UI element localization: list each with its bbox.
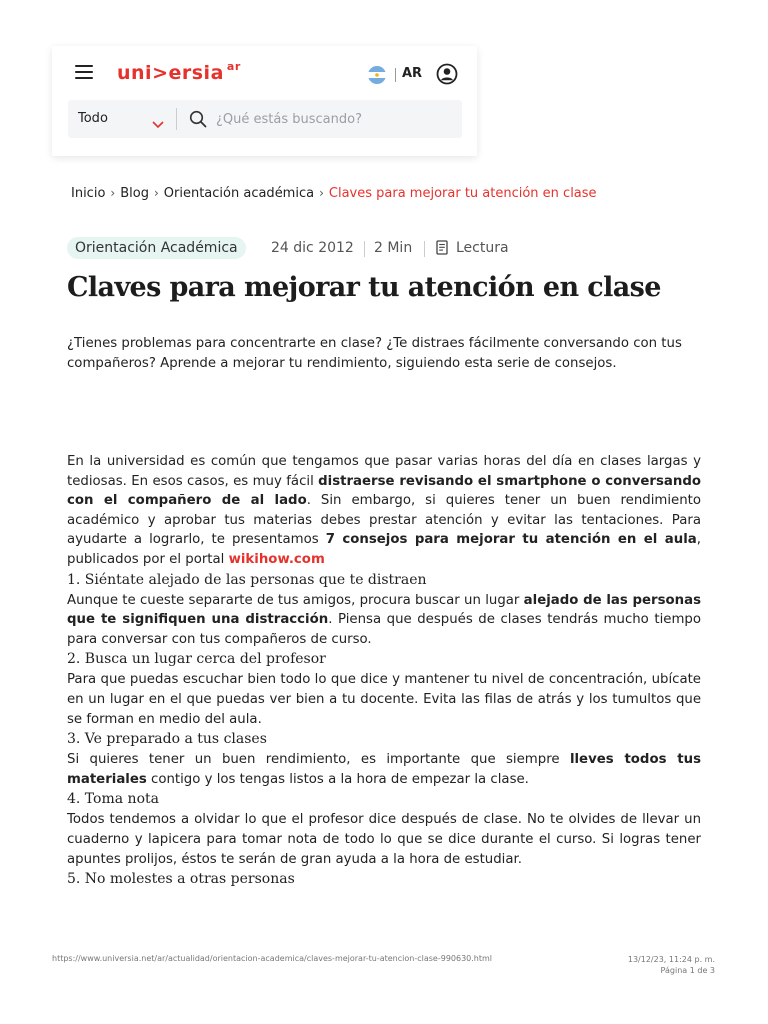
paragraph-2 xyxy=(67,591,701,650)
site-header xyxy=(52,46,477,156)
argentina-flag-icon[interactable] xyxy=(368,66,386,84)
paragraph-4 xyxy=(67,750,701,789)
p1-text-1: En la universidad es común que tengamos que pasar varias horas del día en clases largas y tediosas. En esos casos, es muy fácil xyxy=(67,454,701,489)
breadcrumb-chevron-icon: › xyxy=(319,186,324,200)
publish-date: 24 dic 2012 xyxy=(271,240,354,256)
p4-text-1: Si quieres tener un buen rendimiento, es importante que siempre xyxy=(67,752,570,768)
p2-text-1: Aunque te cueste separarte de tus amigos, procura buscar un lugar xyxy=(67,592,524,608)
search-input[interactable] xyxy=(216,108,451,130)
header-divider xyxy=(395,68,396,82)
p1-text-2: . Sin embargo, si quieres tener un buen rendimiento académico y aprobar tus materias debes prestar atención y evitar las tentaciones. Para ayudarte a lograrlo, te presentamos xyxy=(67,493,701,548)
breadcrumb-chevron-icon: › xyxy=(110,186,116,200)
breadcrumb-orientacion[interactable]: Orientación académica xyxy=(163,186,315,201)
document-icon xyxy=(436,240,448,255)
breadcrumb-inicio[interactable]: Inicio xyxy=(71,186,106,201)
read-time: 2 Min xyxy=(374,240,413,256)
search-bar xyxy=(68,100,462,138)
hamburger-menu-icon[interactable] xyxy=(75,65,93,79)
article-body xyxy=(67,452,701,890)
print-footer-url: https://www.universia.net/ar/actualidad/orientacion-academica/claves-mejorar-tu-atencion-clase-990630.html xyxy=(52,954,493,963)
country-selector[interactable]: AR xyxy=(402,66,423,81)
print-timestamp: 13/12/23, 11:24 p. m. xyxy=(627,955,715,964)
breadcrumb-current: Claves para mejorar tu atención en clase xyxy=(328,186,597,201)
meta-divider xyxy=(364,241,365,257)
content-type: Lectura xyxy=(456,240,509,256)
user-account-icon[interactable] xyxy=(436,63,458,85)
chevron-down-icon[interactable] xyxy=(152,114,164,122)
section-heading-5: 5. No molestes a otras personas xyxy=(67,871,295,888)
p1-bold-1: distraerse revisando el smartphone o conversando con el compañero de al lado xyxy=(67,473,701,509)
search-icon[interactable] xyxy=(189,110,207,128)
p1-text-3: , publicados por el portal xyxy=(67,532,701,567)
wikihow-link[interactable]: wikihow.com xyxy=(228,551,325,567)
p1-bold-2: 7 consejos para mejorar tu atención en el aula xyxy=(325,532,697,548)
search-category-select[interactable]: Todo xyxy=(78,111,108,126)
section-heading-4: 4. Toma nota xyxy=(67,791,159,808)
article-title: Claves para mejorar tu atención en clase xyxy=(67,272,661,303)
category-tag[interactable]: Orientación Académica xyxy=(67,237,246,259)
logo-text: uni>ersia xyxy=(117,62,224,84)
breadcrumb xyxy=(71,186,597,201)
p2-bold-1: alejado de las personas que te signifiquen una distracción xyxy=(67,592,701,628)
search-divider xyxy=(176,108,177,130)
section-heading-2: 2. Busca un lugar cerca del profesor xyxy=(67,651,326,668)
universia-logo[interactable] xyxy=(117,62,241,84)
print-footer-info xyxy=(628,954,715,976)
breadcrumb-chevron-icon: › xyxy=(153,186,159,200)
section-heading-1: 1. Siéntate alejado de las personas que te distraen xyxy=(67,571,427,588)
section-heading-3: 3. Ve preparado a tus clases xyxy=(67,731,267,748)
p4-text-2: contigo y los tengas listos a la hora de empezar la clase. xyxy=(146,771,529,787)
meta-divider xyxy=(424,241,425,257)
logo-suffix: ar xyxy=(226,60,241,73)
p4-bold-1: lleves todos tus materiales xyxy=(67,752,701,787)
paragraph-5: Todos tendemos a olvidar lo que el profesor dice después de clase. No te olvides de llevar un cuaderno y lapicera para tomar nota de todo lo que se dice durante el curso. Si logras tener apuntes prolijos, éstos te serán de gran ayuda a la hora de estudiar. xyxy=(67,812,701,867)
p2-text-2: . Piensa que después de clases tendrás mucho tiempo para conversar con tus compañeros de curso. xyxy=(67,612,701,647)
paragraph-3: Para que puedas escuchar bien todo lo que dice y mantener tu nivel de concentración, ubícate en un lugar en el que puedas ver bien a tu docente. Evita las filas de atrás y los tumultos que se forman en medio del aula. xyxy=(67,672,701,727)
breadcrumb-blog[interactable]: Blog xyxy=(120,186,149,201)
article-intro: ¿Tienes problemas para concentrarte en clase? ¿Te distraes fácilmente conversando con tus compañeros? Aprende a mejorar tu rendimiento, siguiendo esta serie de consejos. xyxy=(67,336,682,371)
paragraph-1 xyxy=(67,452,701,570)
page-number: Página 1 de 3 xyxy=(660,966,715,975)
